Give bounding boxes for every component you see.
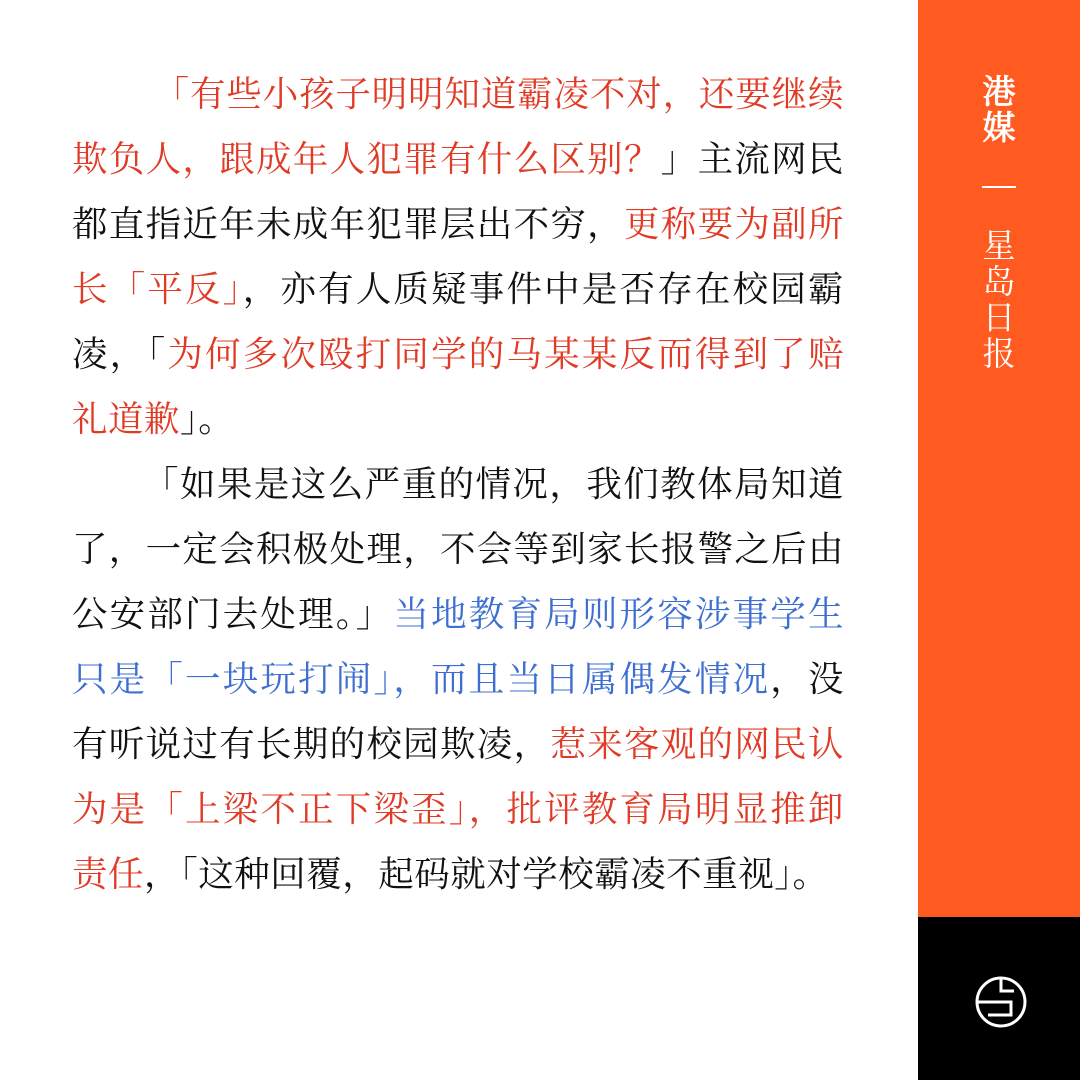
blue-highlight: 当地教育局则形容涉事学生只是「一块玩打闹」，而且当日属偶发情况: [72, 594, 844, 700]
red-highlight-3: 为何多次殴打同学的马某某反而得到了赔礼道歉: [72, 334, 844, 440]
circle-logo-icon: [974, 975, 1028, 1029]
outlet-label: 星 岛 日 报: [982, 226, 1016, 373]
sidebar: [918, 0, 1080, 917]
body-text: ，没有听说过有长期的校园欺凌，: [72, 659, 844, 765]
body-text: 「如果是这么严重的情况，我们教体局知道了，一定会积极处理，不会等到家长报警之后由公安部门去处理。」: [72, 464, 844, 635]
red-highlight-4: 惹来客观的网民认为是「上梁不正下梁歪」，批评教育局明显推卸责任: [72, 724, 844, 895]
divider: [982, 186, 1016, 188]
brand-label: 港 媒: [982, 72, 1016, 147]
body-text: ，亦有人质疑事件中是否存在校园霸凌，「: [72, 269, 844, 375]
logo-box: [918, 917, 1080, 1080]
article-body: [72, 62, 844, 907]
body-text: 」。: [180, 399, 235, 440]
red-quote-1: 「有些小孩子明明知道霸凌不对，还要继续欺负人，跟成年人犯罪有什么区别？: [72, 74, 844, 180]
red-highlight-2: 更称要为副所长「平反」: [72, 204, 844, 310]
body-text: 」主流网民都直指近年未成年犯罪层出不穷，: [72, 139, 844, 245]
body-text: ，「这种回覆，起码就对学校霸凌不重视」。: [144, 854, 829, 895]
paragraph-2: [72, 452, 844, 907]
paragraph-1: [72, 62, 844, 452]
